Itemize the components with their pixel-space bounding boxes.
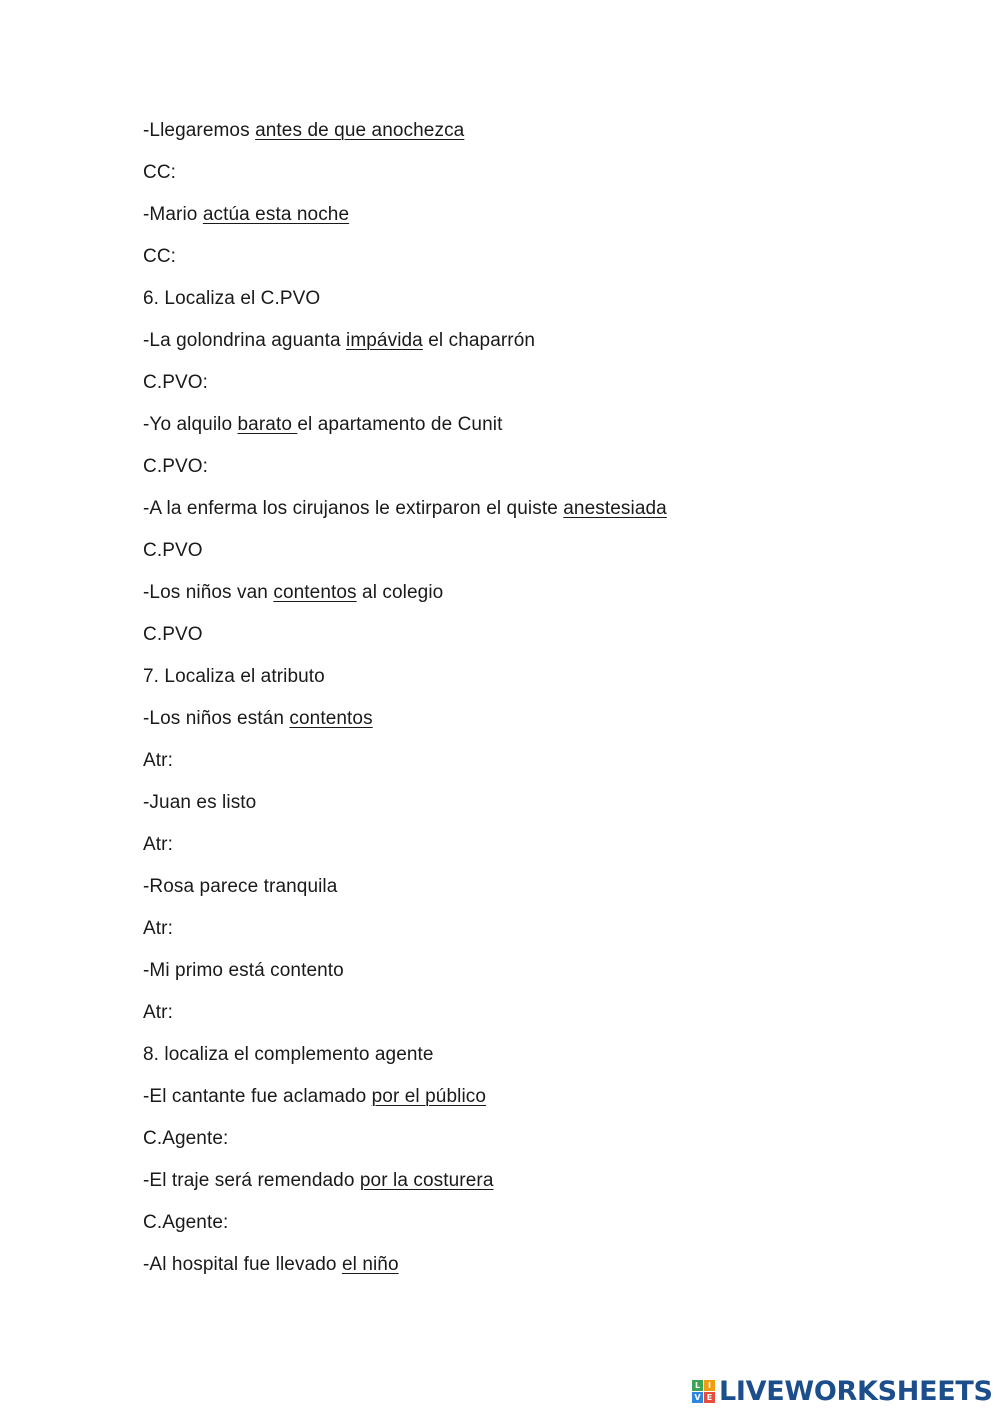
logo-square: V <box>692 1392 703 1403</box>
sentence-line: -Llegaremos antes de que anochezca <box>143 120 465 141</box>
underlined-phrase: impávida <box>346 330 423 351</box>
answer-label: C.PVO <box>143 624 203 645</box>
section-heading: 7. Localiza el atributo <box>143 666 325 687</box>
underlined-phrase: por el público <box>371 1086 487 1107</box>
underlined-phrase: anestesiada <box>563 498 667 519</box>
answer-label: CC: <box>143 246 177 267</box>
sentence-line: -El cantante fue aclamado por el público <box>143 1086 487 1107</box>
underlined-phrase: el niño <box>341 1254 399 1275</box>
sentence-line: -Al hospital fue llevado el niño <box>143 1254 399 1275</box>
answer-label: Atr: <box>143 834 173 855</box>
sentence-line: -La golondrina aguanta impávida el chaparrón <box>143 330 536 351</box>
answer-label: C.Agente: <box>143 1128 229 1149</box>
answer-label: Atr: <box>143 750 173 771</box>
sentence-line: -Los niños van contentos al colegio <box>143 582 444 603</box>
sentence-line: -Juan es listo <box>143 792 257 813</box>
logo-text: LIVEWORKSHEETS <box>719 1375 993 1407</box>
answer-label: CC: <box>143 162 177 183</box>
underlined-phrase: barato <box>237 414 298 435</box>
answer-label: C.Agente: <box>143 1212 229 1233</box>
sentence-line: -Yo alquilo barato el apartamento de Cunit <box>143 414 503 435</box>
logo-square: E <box>704 1392 715 1403</box>
logo-square: I <box>704 1380 715 1391</box>
logo-square: L <box>692 1380 703 1391</box>
answer-label: C.PVO <box>143 540 203 561</box>
sentence-line: -Mario actúa esta noche <box>143 204 350 225</box>
section-heading: 8. localiza el complemento agente <box>143 1044 434 1065</box>
underlined-phrase: contentos <box>273 582 357 603</box>
answer-label: Atr: <box>143 1002 173 1023</box>
answer-label: C.PVO: <box>143 456 209 477</box>
underlined-phrase: contentos <box>289 708 373 729</box>
sentence-line: -A la enferma los cirujanos le extirparon el quiste anestesiada <box>143 498 667 519</box>
underlined-phrase: actúa esta noche <box>202 204 350 225</box>
sentence-line: -Los niños están contentos <box>143 708 373 729</box>
sentence-line: -Mi primo está contento <box>143 960 344 981</box>
logo-squares-icon <box>692 1380 715 1403</box>
answer-label: C.PVO: <box>143 372 209 393</box>
liveworksheets-logo[interactable] <box>692 1374 993 1408</box>
sentence-line: -Rosa parece tranquila <box>143 876 338 897</box>
sentence-line: -El traje será remendado por la costurera <box>143 1170 494 1191</box>
underlined-phrase: antes de que anochezca <box>255 120 465 141</box>
answer-label: Atr: <box>143 918 173 939</box>
section-heading: 6. Localiza el C.PVO <box>143 288 321 309</box>
underlined-phrase: por la costurera <box>359 1170 494 1191</box>
